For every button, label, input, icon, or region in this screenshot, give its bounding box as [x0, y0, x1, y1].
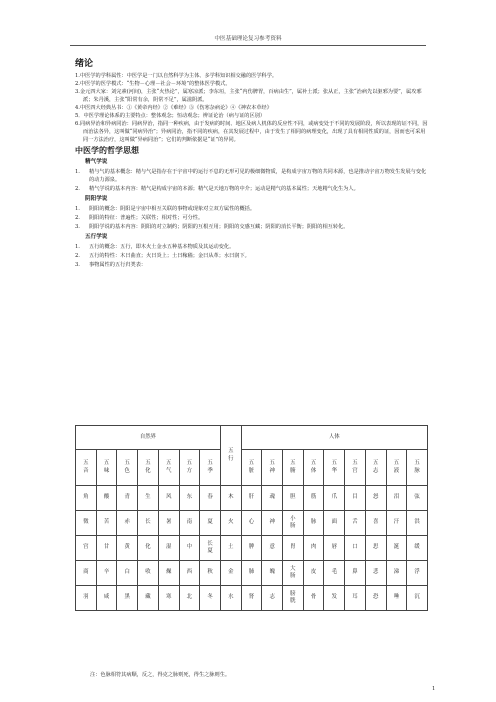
table-cell: 化 [138, 536, 159, 561]
table-cell: 膀胱 [283, 586, 304, 611]
table-cell: 金 [220, 561, 241, 586]
table-header-cell: 五色 [117, 450, 138, 486]
table-row [76, 586, 428, 611]
table-cell: 皮 [303, 561, 324, 586]
table-cell: 木 [220, 486, 241, 511]
table-cell: 志 [262, 586, 283, 611]
table-cell: 藏 [138, 586, 159, 611]
list-item [75, 252, 429, 260]
list-item [75, 185, 429, 193]
table-cell: 角 [76, 486, 97, 511]
table-cell: 大肠 [283, 561, 304, 586]
table-cell: 神 [262, 511, 283, 536]
table-cell: 青 [117, 486, 138, 511]
table-cell: 小肠 [283, 511, 304, 536]
table-cell: 西 [179, 561, 200, 586]
table-header-cell: 五腑 [283, 450, 304, 486]
item-number: 2. [75, 252, 80, 259]
table-header-cell: 五脏 [241, 450, 262, 486]
five-elements-table [75, 425, 428, 611]
table-cell: 面 [324, 511, 345, 536]
table-cell: 喜 [365, 511, 386, 536]
table-cell: 洪 [407, 511, 428, 536]
intro-item: 2.中医学的医学模式：“生物－心理－社会－环境”的整体医学模式。 [75, 80, 231, 87]
item-number: 1. [75, 169, 80, 175]
table-cell: 徵 [76, 511, 97, 536]
item-number: 1. [75, 243, 80, 250]
table-cell: 甘 [96, 536, 117, 561]
table-cell: 夏 [200, 511, 221, 536]
table-cell: 意 [262, 536, 283, 561]
table-header-cell: 五化 [138, 450, 159, 486]
table-group-element [220, 426, 241, 486]
table-cell: 浮 [407, 561, 428, 586]
table-cell: 心 [241, 511, 262, 536]
table-cell: 黄 [117, 536, 138, 561]
table-header-cell: 五方 [179, 450, 200, 486]
table-cell: 中 [179, 536, 200, 561]
table-cell: 毛 [324, 561, 345, 586]
table-cell: 东 [179, 486, 200, 511]
table-cell: 肺 [241, 561, 262, 586]
list-item [75, 261, 429, 269]
table-cell: 爪 [324, 486, 345, 511]
table-cell: 苦 [96, 511, 117, 536]
item-text: 五行的概念：五行，即木火土金水五种基本物质及其运动变化。 [89, 243, 235, 250]
table-cell: 涎 [386, 536, 407, 561]
list-item [75, 168, 429, 184]
table-cell: 唾 [386, 586, 407, 611]
table-cell: 生 [138, 486, 159, 511]
table-cell: 汗 [386, 511, 407, 536]
table-cell: 水 [220, 586, 241, 611]
page-number: 1 [432, 686, 436, 692]
table-header-cell: 五神 [262, 450, 283, 486]
table-cell: 唇 [324, 536, 345, 561]
table-cell: 魂 [262, 486, 283, 511]
item-text: 阴阳学说的基本内容：阴阳的对立制约；阴阳的互根互用；阴阳的交感互藏；阴阳的消长平衡；阴阳的相互转化。 [89, 223, 349, 230]
list-item [75, 243, 429, 251]
intro-item: 4.中医四大经典丛书：①《黄帝内经》②《难经》③《伤寒杂病论》④《神农本草经》 [75, 104, 272, 111]
table-header-cell: 五液 [386, 450, 407, 486]
subheading-qi: 精气学说 [85, 159, 108, 166]
subheading-wuxing: 五行学说 [85, 234, 108, 241]
table-row [76, 511, 428, 536]
table-cell: 缓 [407, 536, 428, 561]
table-cell: 鼻 [345, 561, 366, 586]
table-header-cell: 五华 [324, 450, 345, 486]
table-cell: 寒 [158, 586, 179, 611]
item-text: 阴阳的特征：普遍性；关联性；相对性；可分性。 [89, 214, 204, 221]
table-cell: 肝 [241, 486, 262, 511]
table-row [76, 536, 428, 561]
section-heading-intro: 绪论 [75, 59, 94, 69]
document-body [75, 58, 429, 270]
table-cell: 魄 [262, 561, 283, 586]
item-text: 五行的特性：木曰曲直；火曰炎上；土曰稼穑；金曰从革；水曰润下。 [89, 252, 250, 259]
table-cell: 羽 [76, 586, 97, 611]
item-number: 3. [75, 261, 80, 268]
list-item [75, 223, 429, 231]
table-header-row [76, 450, 428, 486]
table-cell: 土 [220, 536, 241, 561]
table-cell: 弦 [407, 486, 428, 511]
table-cell: 脉 [303, 511, 324, 536]
table-cell: 火 [220, 511, 241, 536]
table-cell: 酸 [96, 486, 117, 511]
table-cell: 口 [345, 536, 366, 561]
list-item [75, 214, 429, 222]
table-cell: 南 [179, 511, 200, 536]
list-item [75, 205, 429, 213]
table-cell: 肾 [241, 586, 262, 611]
table-cell: 收 [138, 561, 159, 586]
table-row [76, 561, 428, 586]
table-row [76, 486, 428, 511]
table-cell: 骨 [303, 586, 324, 611]
intro-item: 6.同病异治和异病同治：同病异治，指同一种疾病，由于发病的时间、地区及病人机体的反应性不同，或病变处于不同的发展阶段，所以表现的证不同，因而治法各异，这叫做“同病异治”；异病同治，指不同的疾病，在其发展过程中，由于发生了相同的病理变化，出现了具有相同性质的证，因而也可采用同一方法治疗，这叫做“异病同治”；它们的判断依据是“证”的异同。 [75, 120, 428, 144]
table-cell: 耳 [345, 586, 366, 611]
table-cell: 宫 [76, 536, 97, 561]
table-cell: 咸 [96, 586, 117, 611]
subheading-yinyang: 阴阳学说 [85, 196, 108, 203]
table-note: 注：色脉相符其病顺，反之，得克之脉则死，得生之脉则生。 [90, 672, 231, 678]
intro-list [75, 72, 429, 145]
table-header-cell: 五气 [158, 450, 179, 486]
table-cell: 春 [200, 486, 221, 511]
table-cell: 秋 [200, 561, 221, 586]
table-cell: 湿 [158, 536, 179, 561]
item-text: 精与气的基本概念：精与气是指存在于宇宙中的运行不息的无形可见的极细微物质，是构成宇宙万物的共同本源，也是推动宇宙万物发生发展与变化的动力源泉。 [89, 169, 427, 184]
table-cell: 肉 [303, 536, 324, 561]
intro-item: 5．中医学理论体系的主要特点：整体观念；恒动观念；辨证论治（病与证的区别） [75, 112, 266, 119]
table-cell: 发 [324, 586, 345, 611]
table-cell: 北 [179, 586, 200, 611]
table-cell: 胃 [283, 536, 304, 561]
table-cell: 燥 [158, 561, 179, 586]
table-cell: 长 [138, 511, 159, 536]
table-header-cell: 五味 [96, 450, 117, 486]
table-group-body: 人体 [241, 426, 427, 450]
table-cell: 赤 [117, 511, 138, 536]
table-cell: 风 [158, 486, 179, 511]
item-number: 3. [75, 223, 80, 230]
table-cell: 沉 [407, 586, 428, 611]
intro-item: 1.中医学的学科属性：中医学是一门以自然科学为主体、多学科知识相交融的医学科学。 [75, 72, 278, 79]
table-cell: 怒 [365, 486, 386, 511]
table-cell: 胆 [283, 486, 304, 511]
table-body [76, 486, 428, 611]
item-number: 2. [75, 186, 80, 193]
table-header-cell: 五体 [303, 450, 324, 486]
item-number: 2. [75, 214, 80, 221]
table-header-cell: 五音 [76, 450, 97, 486]
table-cell: 涕 [386, 561, 407, 586]
table-cell: 目 [345, 486, 366, 511]
table-cell: 商 [76, 561, 97, 586]
table-cell: 辛 [96, 561, 117, 586]
table-cell: 脾 [241, 536, 262, 561]
table-header-cell: 五季 [200, 450, 221, 486]
table-cell: 白 [117, 561, 138, 586]
table-cell: 长夏 [200, 536, 221, 561]
table-cell: 筋 [303, 486, 324, 511]
table-cell: 舌 [345, 511, 366, 536]
table-header-cell: 五脉 [407, 450, 428, 486]
table-cell: 思 [365, 536, 386, 561]
table-group-nature: 自然界 [76, 426, 221, 450]
table-header-cell: 五官 [345, 450, 366, 486]
element-header-label: 五行 [228, 448, 234, 462]
intro-item: 3.金元四大家：刘完素(河间)，主张“火热论”，属寒凉派；李东垣，主张“内伤脾胃，百病由生”，属补土派；张从正，主张“治病先以驱邪为要”，属攻邪派；朱丹溪，主张“阳常有余，阴常不足”，属滋阴派。 [75, 88, 422, 103]
item-text: 阴阳的概念：阴阳是宇宙中相互关联的事物或现象对立双方属性的概括。 [89, 205, 256, 212]
table-cell: 黑 [117, 586, 138, 611]
table-cell: 悲 [365, 561, 386, 586]
table-cell: 暑 [158, 511, 179, 536]
table-group-row [76, 426, 428, 450]
table-cell: 恐 [365, 586, 386, 611]
table-cell: 冬 [200, 586, 221, 611]
item-text: 精气学说的基本内容：精气是构成宇宙的本源；精气是天地万物的中介；运动是精气的基本属性；天地精气化生为人。 [89, 186, 359, 193]
table-cell: 泪 [386, 486, 407, 511]
table-header-cell: 五志 [365, 450, 386, 486]
item-number: 1. [75, 205, 80, 212]
page-header: 中医基础理论复习参考资料 [70, 34, 426, 46]
section-heading-philosophy: 中医学的哲学思想 [75, 146, 139, 156]
item-text: 事物属性的五行归类表： [89, 261, 147, 268]
